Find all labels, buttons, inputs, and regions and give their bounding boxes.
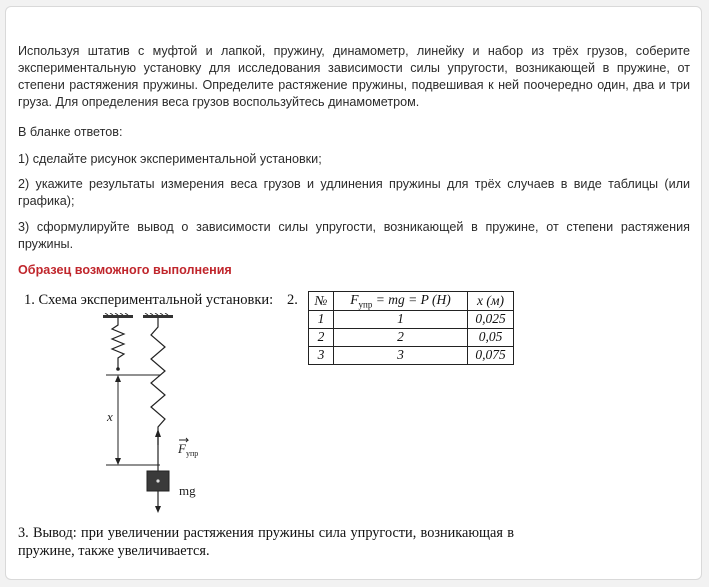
header-num: № xyxy=(309,292,334,311)
sample-heading: Образец возможного выполнения xyxy=(18,263,232,277)
table-row: 3 3 0,075 xyxy=(309,346,514,364)
right-support xyxy=(143,313,173,318)
table-row: 1 1 0,025 xyxy=(309,310,514,328)
header-x: x (м) xyxy=(468,292,514,311)
left-support xyxy=(103,313,133,318)
results-table xyxy=(308,291,514,365)
scheme-label: 1. Схема экспериментальной установки: xyxy=(24,292,274,308)
task-item-1: 1) сделайте рисунок экспериментальной установки; xyxy=(18,152,322,166)
table-label: 2. xyxy=(287,292,298,308)
table-row: 2 2 0,05 xyxy=(309,328,514,346)
unloaded-spring xyxy=(112,318,124,368)
x-label: x xyxy=(107,409,113,424)
task-item-3: 3) сформулируйте вывод о зависимости силы упругости, возникающей в пружине, от степени растяжения пружины. xyxy=(18,220,690,251)
experiment-setup-diagram xyxy=(95,313,215,513)
conclusion-text: 3. Вывод: при увеличении растяжения пружины сила упругости, возникающая в пружине, также увеличивается. xyxy=(18,525,514,559)
answer-form-intro: В бланке ответов: xyxy=(18,125,123,139)
header-force: $F_{упр}$ = mg = P (Н) xyxy=(334,292,468,311)
table-header-row xyxy=(309,292,514,311)
weight-label: mg xyxy=(179,483,196,498)
task-paragraph: Используя штатив с муфтой и лапкой, пружину, динамометр, линейку и набор из трёх грузов, соберите экспериментальную установку для исследования зависимости силы упругости, возникающей в пружине, от степени растяжения пружины. Определите растяжение пружины, подвешивая к ней поочередно один, два и три груза. Для определения веса грузов воспользуйтесь динамометром. xyxy=(18,44,690,109)
stretched-spring xyxy=(151,318,165,445)
task-item-2: 2) укажите результаты измерения веса грузов и удлинения пружины для трёх случаев в виде таблицы (или графика); xyxy=(18,177,690,208)
force-label: $F_{упр}$ xyxy=(178,441,199,458)
